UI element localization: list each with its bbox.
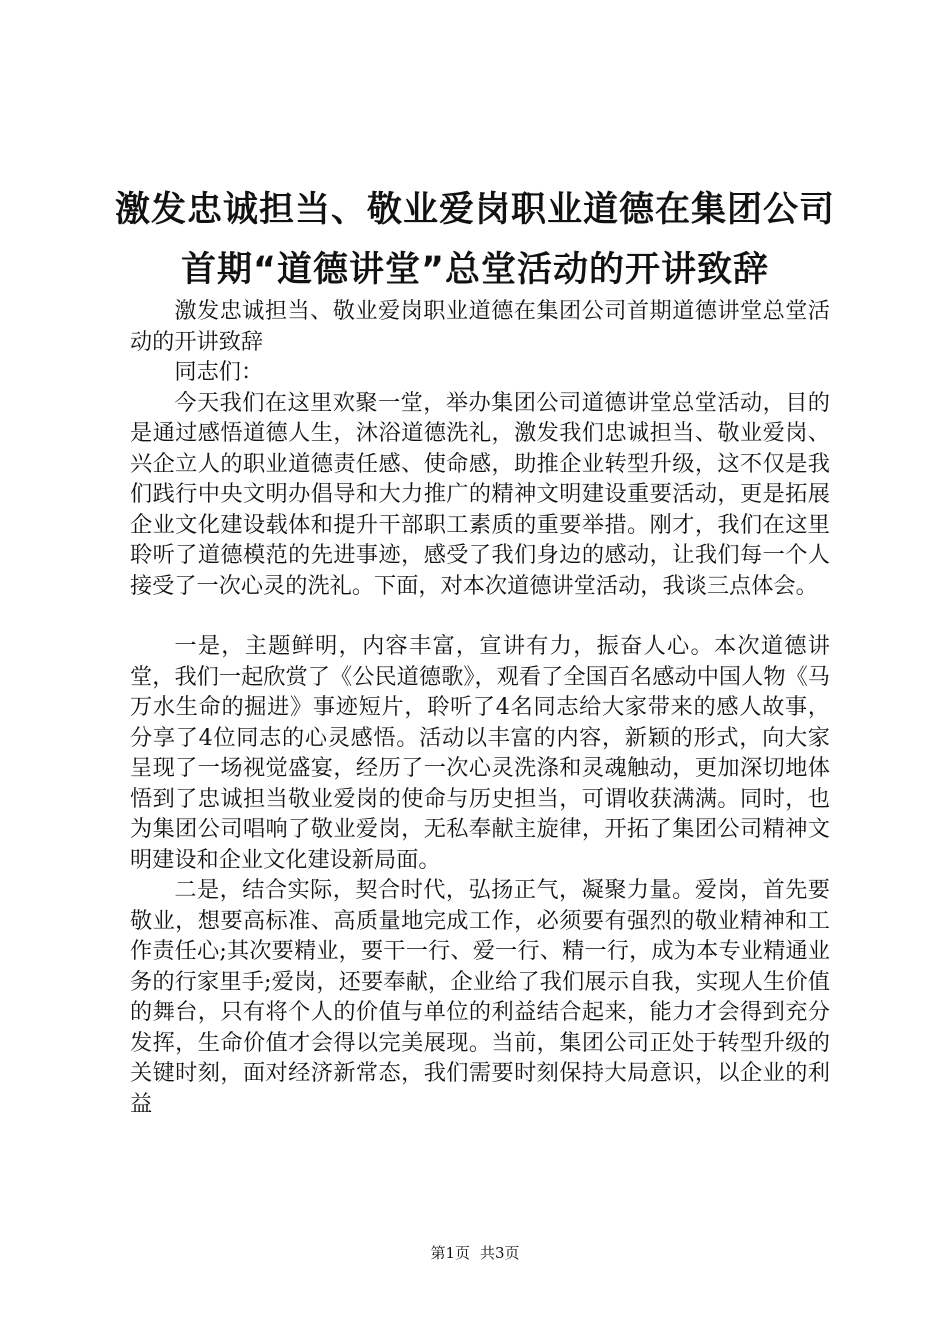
paragraph-point-one: 一是，主题鲜明，内容丰富，宣讲有力，振奋人心。本次道德讲堂，我们一起欣赏了《公民道德歌》，观看了全国百名感动中国人物《马万水生命的掘进》事迹短片，聆听了4名同志给大家带来的感人故事，分享了4位同志的心灵感悟。活动以丰富的内容，新颖的形式，向大家呈现了一场视觉盛宴，经历了一次心灵洗涤和灵魂触动，更加深切地体悟到了忠诚担当敬业爱岗的使命与历史担当，可谓收获满满。同时，也为集团公司唱响了敬业爱岗，无私奉献主旋律，开拓了集团公司精神文明建设和企业文化建设新局面。 xyxy=(130,633,830,873)
paragraph-point-two: 二是，结合实际，契合时代，弘扬正气，凝聚力量。爱岗，首先要敬业，想要高标准、高质量地完成工作，必须要有强烈的敬业精神和工作责任心;其次要精业，要干一行、爱一行、精一行，成为本专业精通业务的行家里手;爱岗，还要奉献，企业给了我们展示自我，实现人生价值的舞台，只有将个人的价值与单位的利益结合起来，能力才会得到充分发挥，生命价值才会得以完美展现。当前，集团公司正处于转型升级的关键时刻，面对经济新常态，我们需要时刻保持大局意识，以企业的利益 xyxy=(130,877,830,1117)
paragraph-salutation: 同志们： xyxy=(174,359,264,385)
document-title-line-2: 首期“道德讲堂”总堂活动的开讲致辞 xyxy=(180,250,769,290)
page-number: 第1页 xyxy=(430,1244,470,1262)
paragraph-intro: 今天我们在这里欢聚一堂，举办集团公司道德讲堂总堂活动，目的是通过感悟道德人生，沐浴道德洗礼，激发我们忠诚担当、敬业爱岗、兴企立人的职业道德责任感、使命感，助推企业转型升级，这不仅是我们践行中央文明办倡导和大力推广的精神文明建设重要活动，更是拓展企业文化建设载体和提升干部职工素质的重要举措。刚才，我们在这里聆听了道德模范的先进事迹，感受了我们身边的感动，让我们每一个人接受了一次心灵的洗礼。下面，对本次道德讲堂活动，我谈三点体会。 xyxy=(130,389,830,599)
document-body xyxy=(130,296,830,1119)
document-title-line-1: 激发忠诚担当、敬业爱岗职业道德在集团公司 xyxy=(114,190,835,230)
page-footer xyxy=(0,1243,950,1263)
page-total: 共3页 xyxy=(480,1244,520,1262)
paragraph-subtitle: 激发忠诚担当、敬业爱岗职业道德在集团公司首期道德讲堂总堂活动的开讲致辞 xyxy=(130,298,830,355)
